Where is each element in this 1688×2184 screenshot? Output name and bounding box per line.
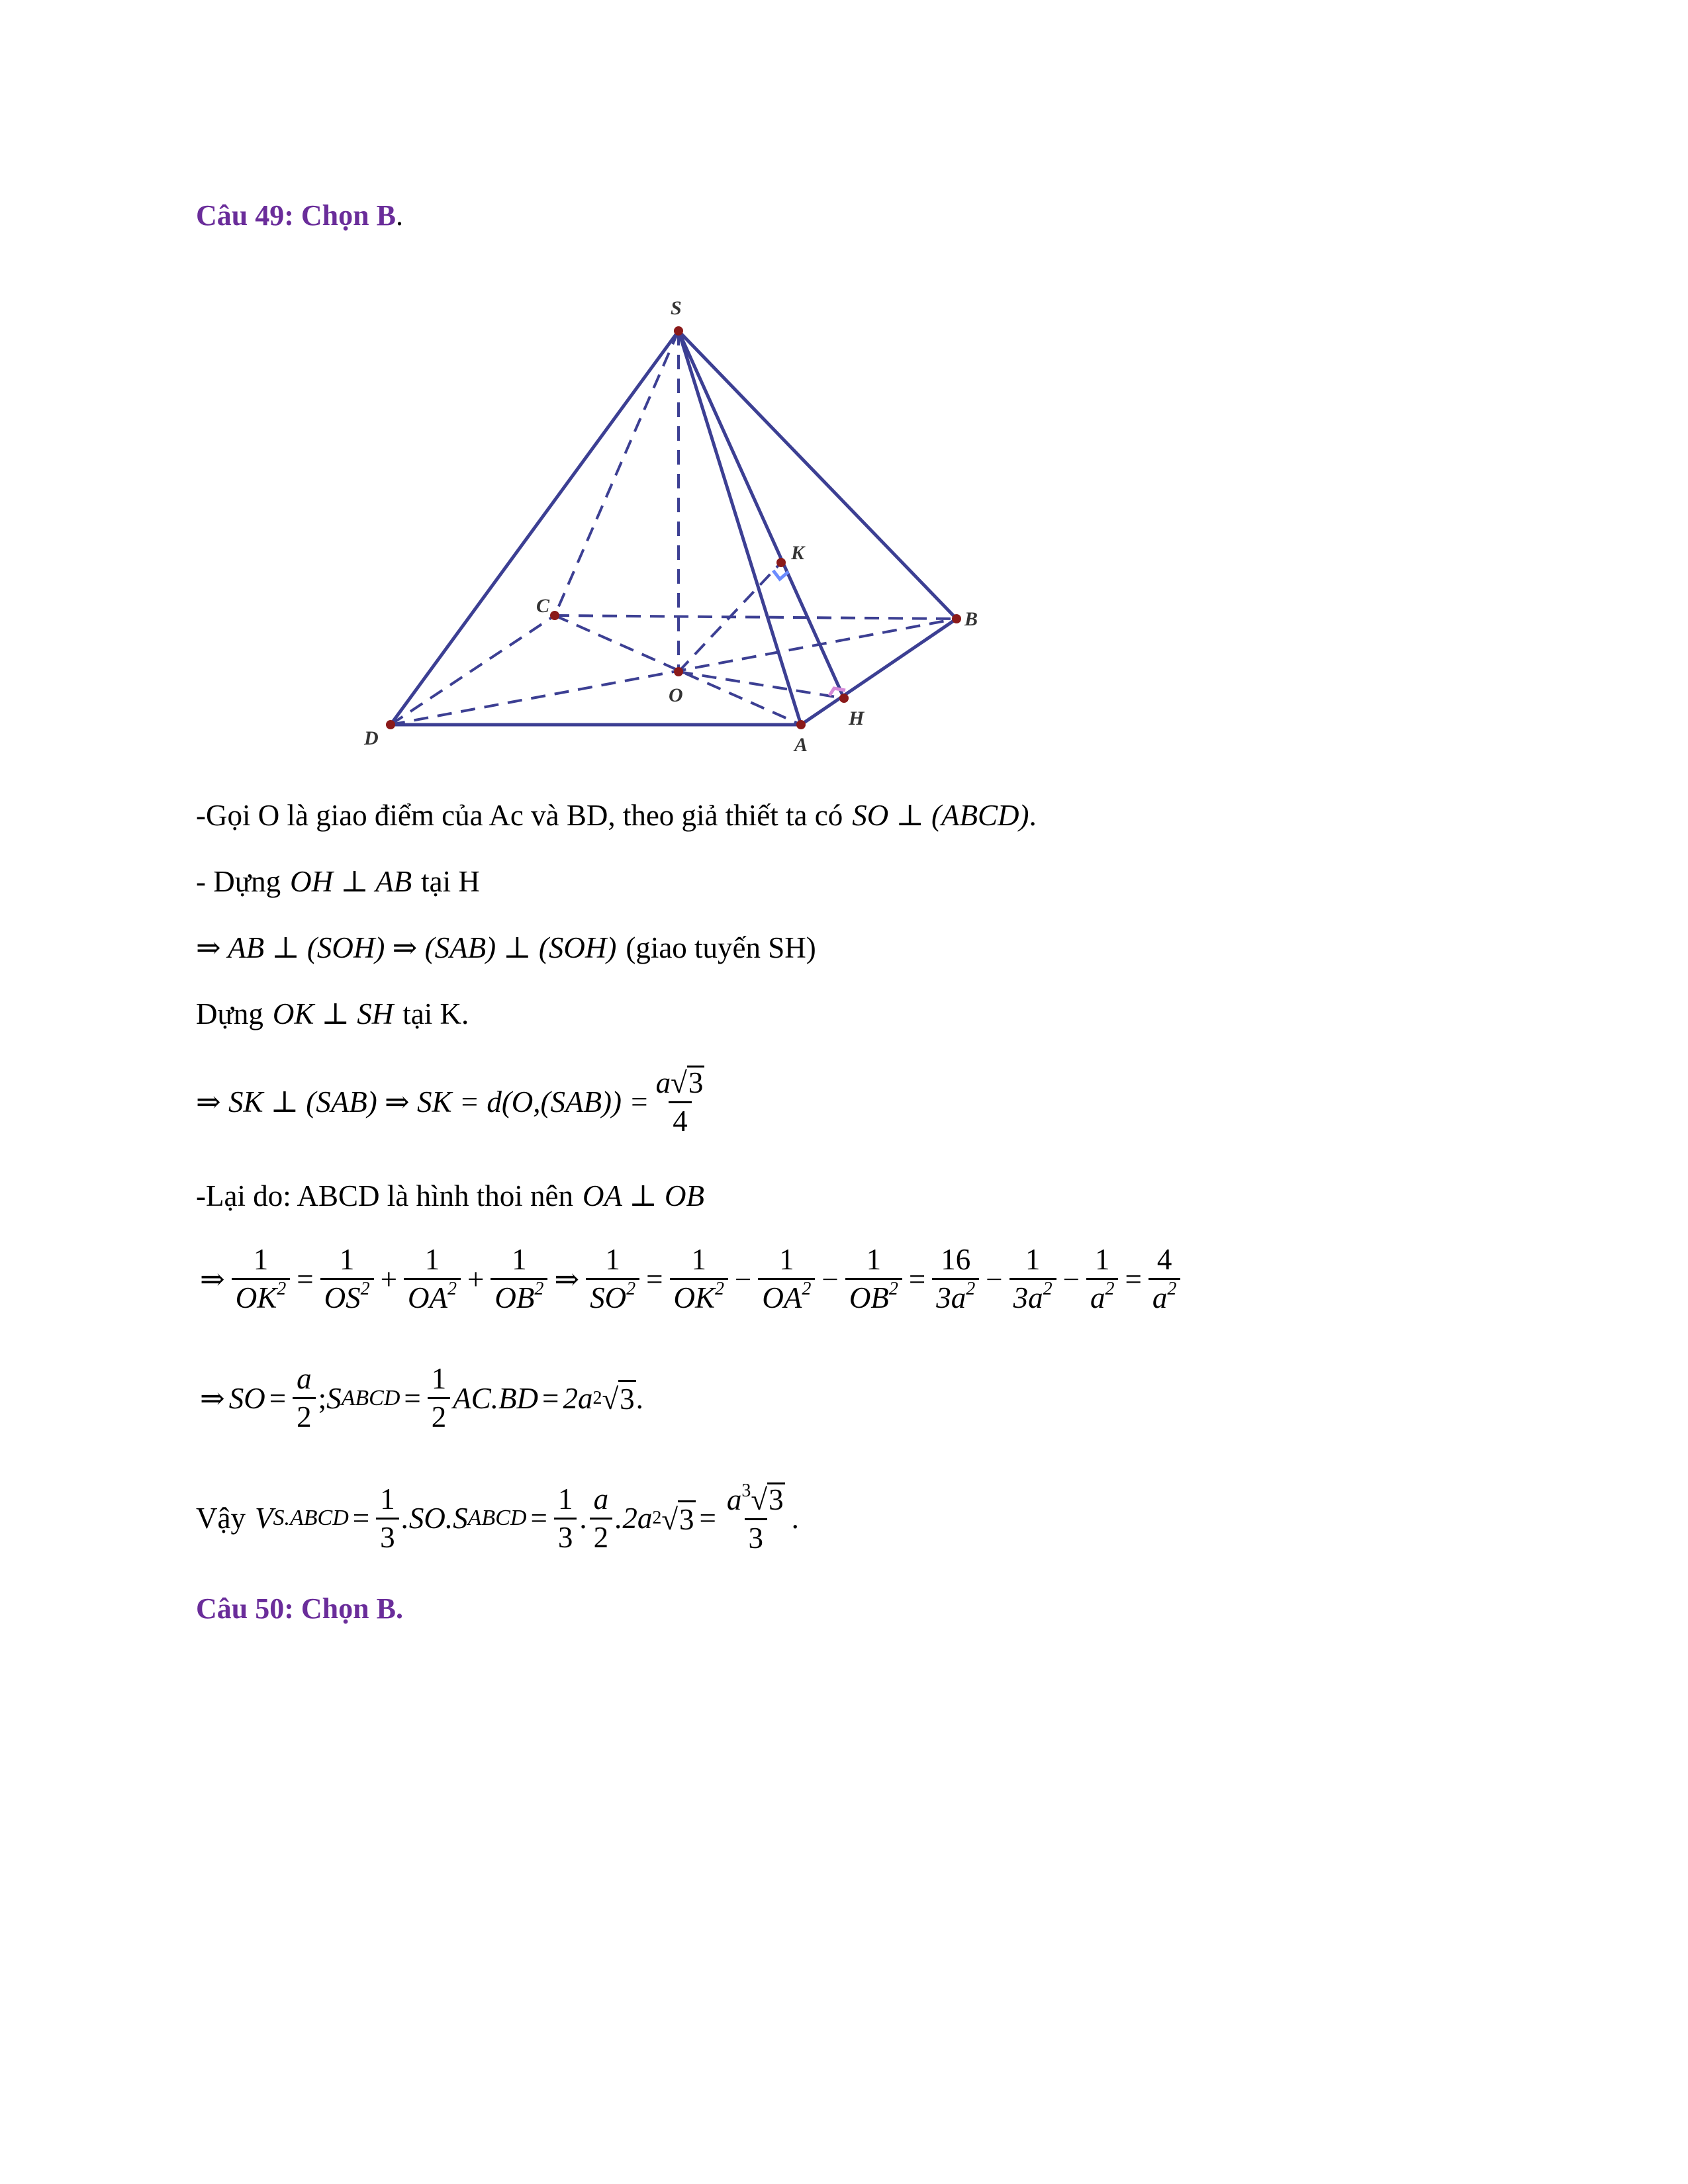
edge-SA [679,331,801,725]
point-B [952,614,961,623]
fraction-a-sqrt3-over-4: a √ 3 4 [655,1066,704,1138]
label-K: K [791,542,805,564]
edge-AB [801,619,957,725]
equation-3: Vậy V S.ABCD = $\frac{1}{3}$ .SO.S ABCD = $\frac{1}{3}$ . $\frac{a}{2}$ .2a 2 √ 3 = $a^3$ √ 3 3 . [196,1480,799,1555]
point-A [796,720,806,729]
right-angle-K [773,570,788,579]
point-C [550,611,559,620]
label-C: C [536,595,550,617]
question-50-heading: Câu 50: Chọn B. [196,1592,403,1625]
point-H [839,694,849,703]
line-1: -Gọi O là giao điểm của Ac và BD, theo giả thiết ta có SO ⊥ (ABCD) . [196,798,1037,832]
edge-SB [679,331,957,619]
line-4: Dựng OK ⊥ SH tại K. [196,997,469,1030]
line-3: ⇒ AB ⊥ (SOH) ⇒ (SAB) ⊥ (SOH) (giao tuyến SH) [196,931,816,964]
edge-SD [391,331,679,725]
label-B: B [964,608,978,630]
point-S [674,326,683,336]
label-S: S [671,297,682,319]
point-D [386,720,395,729]
segment-OH [679,672,844,698]
pyramid-figure [344,285,1033,768]
label-O: O [669,684,683,706]
question-49-heading: Câu 49: Chọn B. [196,199,403,232]
label-A: A [794,734,808,756]
label-H: H [849,707,865,729]
diag-DB [391,619,957,725]
equation-2: ⇒ SO = $\frac{a}{2}$ ; S ABCD = $\frac{1}{2}$ AC.BD = 2a 2 √ 3 . [200,1362,643,1434]
equation-1: ⇒ $\frac{1}{OK^2}$ = $\frac{1}{OS^2}$ + $\frac{1}{OA^2}$ + $\frac{1}{OB^2}$ ⇒ $\frac{1}{SO^2}$ = $\frac{1}{OK^2}$ − $\frac{1}{OA^2}$ − $\frac{1}{OB^2}$ = $\frac{16}{3a^2}$ − $\frac{1}{3a^2}$ − $\frac{1}{a^2}$ = $\frac{4}{a^2}$ [196,1244,1183,1314]
line-5: ⇒ SK ⊥ (SAB) ⇒ SK = d(O,(SAB)) = a √ 3 4 [196,1066,711,1138]
label-D: D [364,727,379,749]
edge-CB [555,615,957,619]
line-6: -Lại do: ABCD là hình thoi nên OA ⊥ OB [196,1179,704,1212]
point-K [776,558,786,567]
point-O [674,667,683,676]
line-2: - Dựng OH ⊥ AB tại H [196,864,480,898]
edge-SH [679,331,844,698]
